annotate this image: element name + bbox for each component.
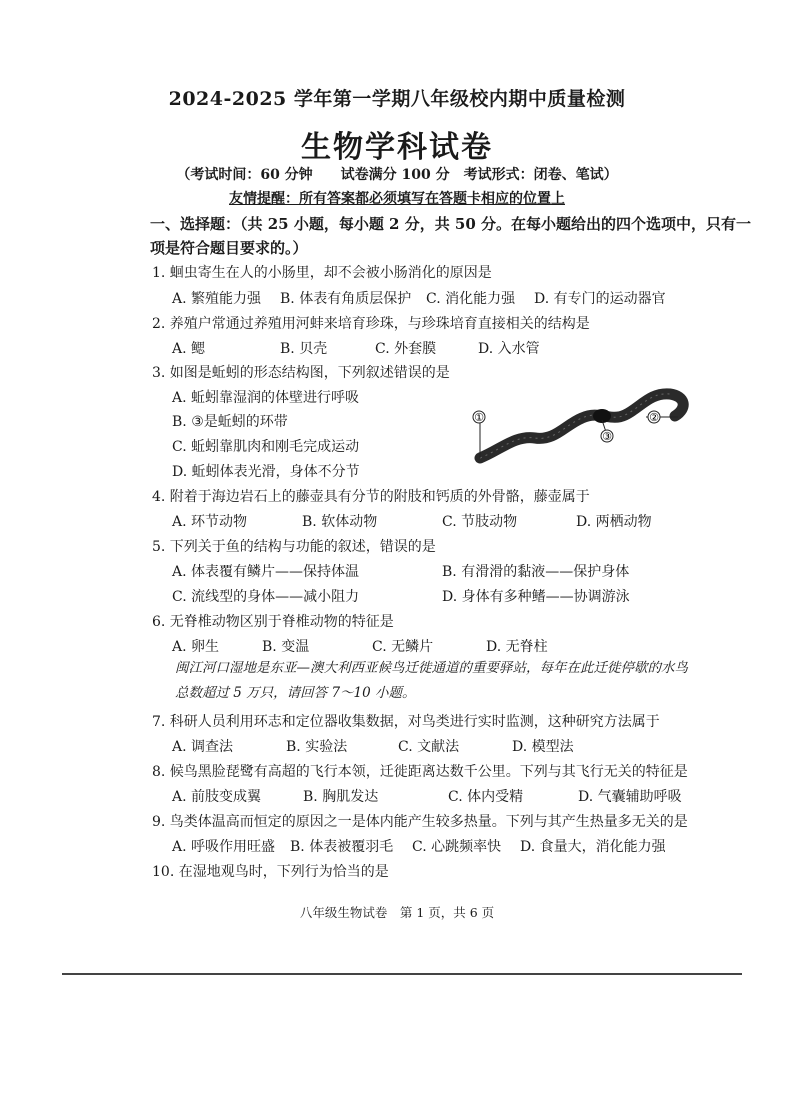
question-8-option-a: A. 前肢变成翼 xyxy=(172,789,262,805)
question-2-stem: 2. 养殖户常通过养殖用河蚌来培育珍珠，与珍珠培育直接相关的结构是 xyxy=(152,316,590,332)
question-9-option-d: D. 食量大，消化能力强 xyxy=(520,839,666,855)
question-9-option-a: A. 呼吸作用旺盛 xyxy=(172,839,276,855)
question-5-option-c: C. 流线型的身体——减小阻力 xyxy=(172,589,360,605)
question-6-option-b: B. 变温 xyxy=(262,639,310,655)
section-heading: 一、选择题：（共 25 小题，每小题 2 分，共 50 分。在每小题给出的四个选项中，只有一 xyxy=(150,215,752,233)
label-3: ③ xyxy=(602,430,612,443)
question-3-option-b: B. ③是蚯蚓的环带 xyxy=(172,414,288,430)
question-2-option-d: D. 入水管 xyxy=(478,341,540,357)
reminder-text: 友情提醒：所有答案都必须填写在答题卡相应的位置上 xyxy=(229,191,565,207)
question-2-option-b: B. 贝壳 xyxy=(280,341,328,357)
reminder xyxy=(0,188,794,208)
question-3-option-a: A. 蚯蚓靠湿润的体壁进行呼吸 xyxy=(172,390,360,406)
question-7-option-a: A. 调查法 xyxy=(172,739,234,755)
question-1-option-c: C. 消化能力强 xyxy=(426,291,516,307)
question-8-option-c: C. 体内受精 xyxy=(448,789,524,805)
question-1-option-b: B. 体表有角质层保护 xyxy=(280,291,412,307)
exam-info: （考试时间：60 分钟 试卷满分 100 分 考试形式：闭卷、笔试） xyxy=(176,167,618,183)
label-2: ② xyxy=(649,411,659,424)
question-8-option-d: D. 气囊辅助呼吸 xyxy=(578,789,682,805)
question-1-option-d: D. 有专门的运动器官 xyxy=(534,291,666,307)
question-2-option-a: A. 鳃 xyxy=(172,341,206,357)
question-6-option-a: A. 卵生 xyxy=(172,639,220,655)
question-4-option-d: D. 两栖动物 xyxy=(576,514,652,530)
question-8-stem: 8. 候鸟黑脸琵鹭有高超的飞行本领，迁徙距离达数千公里。下列与其飞行无关的特征是 xyxy=(152,764,688,780)
question-7-option-d: D. 模型法 xyxy=(512,739,574,755)
question-1-option-a: A. 繁殖能力强 xyxy=(172,291,262,307)
question-5-option-d: D. 身体有多种鳍——协调游泳 xyxy=(442,589,630,605)
question-3-stem: 3. 如图是蚯蚓的形态结构图，下列叙述错误的是 xyxy=(152,365,450,381)
earthworm-body xyxy=(480,394,683,458)
page-edge-rule xyxy=(62,973,742,975)
question-3-option-c: C. 蚯蚓靠肌肉和刚毛完成运动 xyxy=(172,439,360,455)
question-5-option-b: B. 有滑滑的黏液——保护身体 xyxy=(442,564,630,580)
question-6-option-c: C. 无鳞片 xyxy=(372,639,434,655)
question-7-option-b: B. 实验法 xyxy=(286,739,348,755)
section-heading-cont: 项是符合题目要求的。） xyxy=(150,239,308,257)
subject-title: 生物学科试卷 xyxy=(301,130,493,165)
question-5-option-a: A. 体表覆有鳞片——保持体温 xyxy=(172,564,360,580)
question-9-stem: 9. 鸟类体温高而恒定的原因之一是体内能产生较多热量。下列与其产生热量多无关的是 xyxy=(152,814,688,830)
question-8-option-b: B. 胸肌发达 xyxy=(303,789,379,805)
question-7-option-c: C. 文献法 xyxy=(398,739,460,755)
page-footer: 八年级生物试卷 第 1 页，共 6 页 xyxy=(299,905,495,920)
question-2-option-c: C. 外套膜 xyxy=(375,341,437,357)
question-7-stem: 7. 科研人员利用环志和定位器收集数据，对鸟类进行实时监测，这种研究方法属于 xyxy=(152,714,660,730)
question-4-stem: 4. 附着于海边岩石上的藤壶具有分节的附肢和钙质的外骨骼，藤壶属于 xyxy=(152,489,590,505)
question-1-stem: 1. 蛔虫寄生在人的小肠里，却不会被小肠消化的原因是 xyxy=(152,265,492,281)
question-9-option-c: C. 心跳频率快 xyxy=(412,839,502,855)
question-3-option-d: D. 蚯蚓体表光滑，身体不分节 xyxy=(172,464,360,480)
earthworm-figure xyxy=(470,380,700,470)
question-9-option-b: B. 体表被覆羽毛 xyxy=(290,839,394,855)
question-4-option-a: A. 环节动物 xyxy=(172,514,248,530)
question-6-stem: 6. 无脊椎动物区别于脊椎动物的特征是 xyxy=(152,614,394,630)
reading-passage: 闽江河口湿地是东亚—澳大利西亚候鸟迁徙通道的重要驿站，每年在此迁徙停歇的水鸟总数超过 5 万只，请回答 7～10 小题。 xyxy=(175,660,688,701)
label-1: ① xyxy=(474,411,484,424)
question-5-stem: 5. 下列关于鱼的结构与功能的叙述，错误的是 xyxy=(152,539,436,555)
question-4-option-c: C. 节肢动物 xyxy=(442,514,518,530)
question-6-option-d: D. 无脊柱 xyxy=(486,639,548,655)
exam-title: 2024-2025 学年第一学期八年级校内期中质量检测 xyxy=(168,88,626,110)
question-10-stem: 10. 在湿地观鸟时，下列行为恰当的是 xyxy=(152,864,389,880)
question-4-option-b: B. 软体动物 xyxy=(302,514,378,530)
